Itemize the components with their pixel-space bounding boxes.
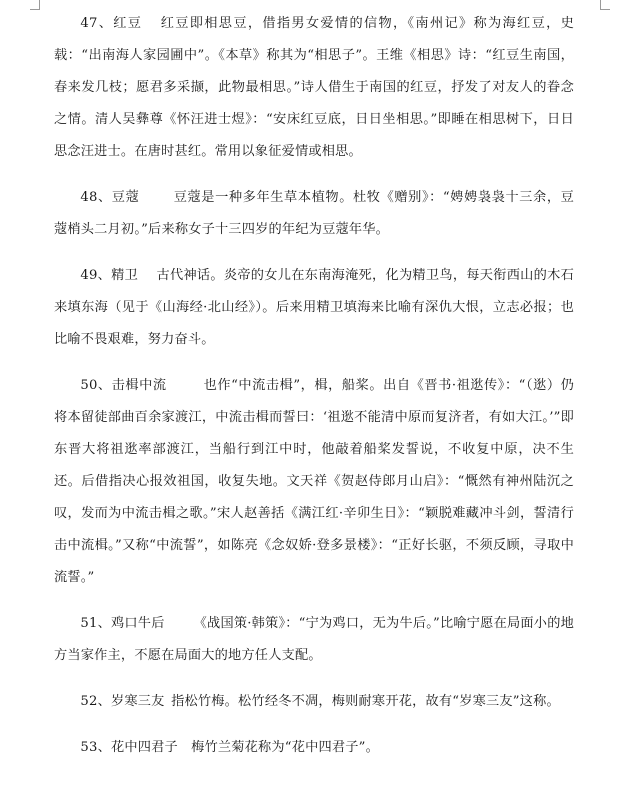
entry-body: 《战国策·韩策》：“宁为鸡口，无为牛后。”比喻宁愿在局面小的地方当家作主，不愿在局面大的地方任人支配。 <box>54 616 574 663</box>
entry-52 <box>54 686 574 718</box>
entry-49 <box>54 260 574 356</box>
margin-corner-mark-left <box>30 0 40 10</box>
entry-body: 也作“中流击楫”，楫，船桨。出自《晋书·祖逖传》：“（逖）仍将本留徒部曲百余家渡江，中流击楫而誓曰：‘祖逖不能清中原而复济者，有如大江。’”即东晋大将祖逖率部渡江，当船行到江中时，他敲着船桨发誓说，不收复中原，决不生还。后借指决心报效祖国，收复失地。文天祥《贺赵侍郎月山启》：“慨然有神州陆沉之叹，发而为中流击楫之歌。”宋人赵善括《满江红·辛卯生日》：“颖脱难藏冲斗剑，誓清行击中流楫。”又称“中流誓”，如陈亮《念奴娇·登多景楼》：“正好长驱，不须反顾，寻取中流誓。” <box>54 378 574 585</box>
entry-term: 精卫 <box>111 268 139 283</box>
entry-number: 48、 <box>80 190 112 205</box>
entry-51 <box>54 608 574 672</box>
entry-body: 梅竹兰菊花称为“花中四君子”。 <box>191 740 380 755</box>
entry-number: 50、 <box>80 378 112 393</box>
entry-term: 岁寒三友 <box>110 694 165 709</box>
entry-body: 红豆即相思豆，借指男女爱情的信物，《南州记》称为海红豆，史载：“出南海人家园圃中”。《本草》称其为“相思子”。王维《相思》诗：“红豆生南国，春来发几枝；愿君多采撷，此物最相思。”诗人借生于南国的红豆，抒发了对友人的眷念之情。清人吴彝尊《怀汪进士煜》：“安床红豆底，日日坐相思。”即睡在相思树下，日日思念汪进士。在唐时甚红。常用以象征爱情或相思。 <box>54 16 574 159</box>
entry-number: 47、 <box>80 16 114 31</box>
entry-term: 红豆 <box>113 16 143 31</box>
entry-term: 豆蔻 <box>111 190 140 205</box>
entry-50 <box>54 370 574 594</box>
entry-body: 指松竹梅。松竹经冬不凋，梅则耐寒开花，故有“岁寒三友”这称。 <box>171 694 560 709</box>
entry-list <box>54 8 574 778</box>
entry-number: 52、 <box>80 694 111 709</box>
entry-term: 花中四君子 <box>110 740 178 755</box>
entry-47 <box>54 8 574 168</box>
entry-body: 古代神话。炎帝的女儿在东南海淹死，化为精卫鸟，每天衔西山的木石来填东海（见于《山海经·北山经》）。后来用精卫填海来比喻有深仇大恨，立志必报；也比喻不畏艰难，努力奋斗。 <box>54 268 574 347</box>
entry-number: 53、 <box>80 740 111 755</box>
entry-number: 51、 <box>80 616 111 631</box>
entry-term: 击楫中流 <box>111 378 167 393</box>
margin-corner-mark-right <box>600 0 610 10</box>
entry-term: 鸡口牛后 <box>111 616 165 631</box>
entry-48 <box>54 182 574 246</box>
entry-body: 豆蔻是一种多年生草本植物。杜牧《赠别》：“娉娉袅袅十三余，豆蔻梢头二月初。”后来称女子十三四岁的年纪为豆蔻年华。 <box>54 190 575 237</box>
entry-number: 49、 <box>80 268 112 283</box>
entry-53 <box>54 732 574 764</box>
